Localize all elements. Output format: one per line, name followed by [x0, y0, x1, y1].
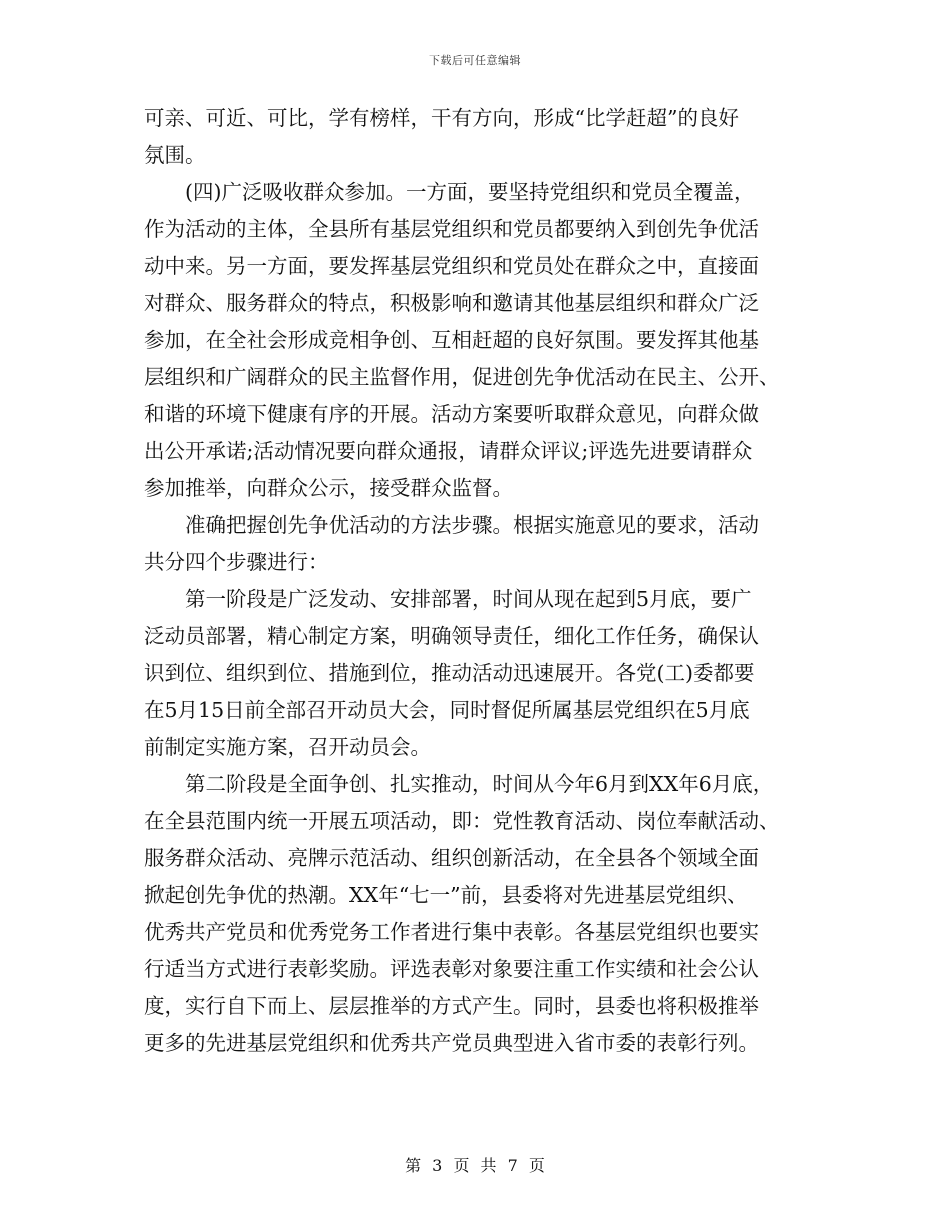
- body-line: 氛围。: [144, 143, 206, 167]
- body-line: 前制定实施方案，召开动员会。: [144, 735, 431, 759]
- body-line: 在5月15日前全部召开动员大会，同时督促所属基层党组织在5月底: [144, 698, 750, 722]
- body-line: 第一阶段是广泛发动、安排部署，时间从现在起到5月底，要广: [185, 587, 752, 611]
- document-body: [144, 100, 814, 1062]
- body-line: 识到位、组织到位、措施到位，推动活动迅速展开。各党(工)委都要: [144, 661, 755, 685]
- body-line: 动中来。另一方面，要发挥基层党组织和党员处在群众之中，直接面: [144, 254, 759, 278]
- body-line: 行适当方式进行表彰奖励。评选表彰对象要注重工作实绩和社会公认: [144, 957, 759, 981]
- body-line: 泛动员部署，精心制定方案，明确领导责任，细化工作任务，确保认: [144, 624, 759, 648]
- body-line: 和谐的环境下健康有序的开展。活动方案要听取群众意见，向群众做: [144, 402, 759, 426]
- body-line: 对群众、服务群众的特点，积极影响和邀请其他基层组织和群众广泛: [144, 291, 759, 315]
- body-line: 可亲、可近、可比，学有榜样，干有方向，形成“比学赶超”的良好: [144, 106, 739, 130]
- body-line: 优秀共产党员和优秀党务工作者进行集中表彰。各基层党组织也要实: [144, 920, 759, 944]
- body-line: 作为活动的主体，全县所有基层党组织和党员都要纳入到创先争优活: [144, 217, 759, 241]
- body-line: (四)广泛吸收群众参加。一方面，要坚持党组织和党员全覆盖，: [185, 180, 755, 204]
- body-line: 出公开承诺;活动情况要向群众通报，请群众评议;评选先进要请群众: [144, 439, 753, 463]
- body-line: 掀起创先争优的热潮。XX年“七一”前，县委将对先进基层党组织、: [144, 883, 748, 907]
- body-line: 参加，在全社会形成竞相争创、互相赶超的良好氛围。要发挥其他基: [144, 328, 759, 352]
- body-line: 层组织和广阔群众的民主监督作用，促进创先争优活动在民主、公开、: [144, 365, 780, 389]
- body-line: 准确把握创先争优活动的方法步骤。根据实施意见的要求，活动: [185, 513, 759, 537]
- body-line: 参加推举，向群众公示，接受群众监督。: [144, 476, 513, 500]
- body-line: 度，实行自下而上、层层推举的方式产生。同时，县委也将积极推举: [144, 994, 759, 1018]
- body-line: 服务群众活动、亮牌示范活动、组织创新活动，在全县各个领域全面: [144, 846, 759, 870]
- body-line: 更多的先进基层党组织和优秀共产党员典型进入省市委的表彰行列。: [144, 1031, 759, 1055]
- page-header: 下载后可任意编辑: [429, 54, 521, 67]
- page-footer: 第 3 页 共 7 页: [405, 1156, 545, 1175]
- body-line: 共分四个步骤进行：: [144, 550, 329, 574]
- body-line: 在全县范围内统一开展五项活动，即：党性教育活动、岗位奉献活动、: [144, 809, 780, 833]
- body-line: 第二阶段是全面争创、扎实推动，时间从今年6月到XX年6月底，: [185, 772, 774, 796]
